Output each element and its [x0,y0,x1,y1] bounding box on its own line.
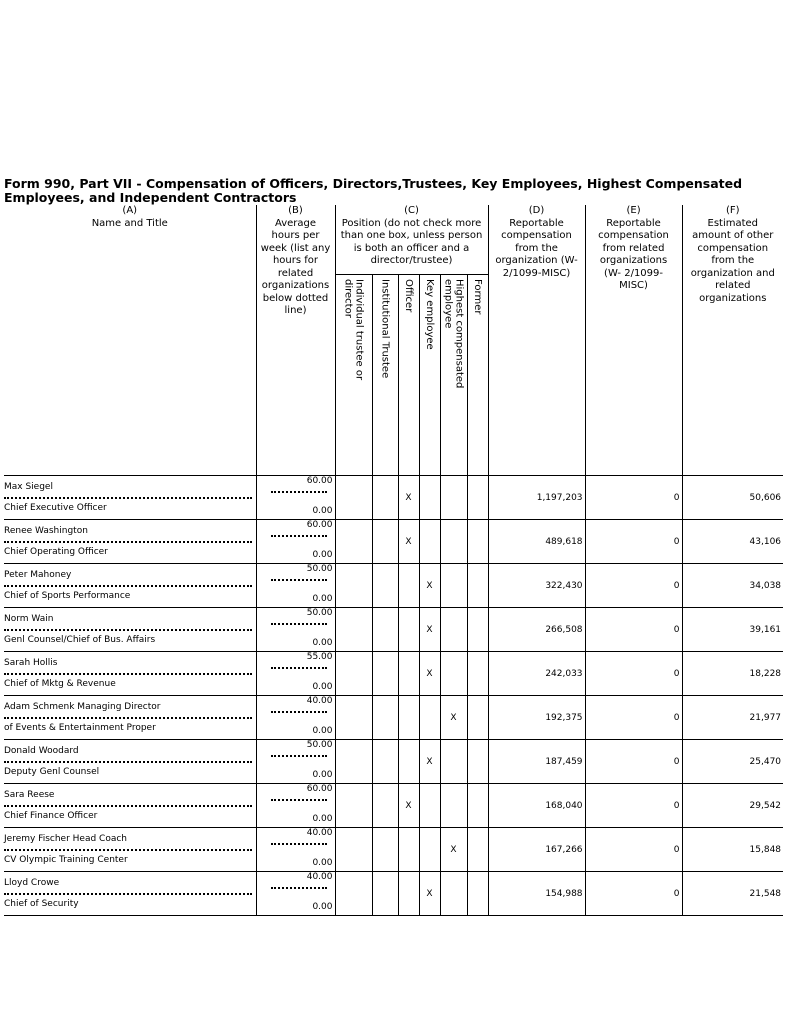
hours-related-value: 0.00 [312,770,333,780]
position-check-cell [372,696,398,740]
hours-cell [256,740,335,784]
hours-related-value: 0.00 [312,506,333,516]
reportable-comp-related: 0 [585,784,682,828]
key-employee-label: Key employee [424,279,435,350]
reportable-comp-org: 242,033 [488,652,585,696]
hours-dotted-line [271,579,327,581]
hours-value: 40.00 [306,872,333,882]
person-name: Sara Reese [4,790,55,800]
position-check-cell [398,608,419,652]
col-c-sub-individual-trustee [335,275,372,476]
position-check-cell [372,652,398,696]
col-c-sub-highest-compensated [440,275,467,476]
hours-cell [256,784,335,828]
col-b-header [256,205,335,476]
person-title: Chief Finance Officer [4,811,98,821]
col-c-sub-key-employee [419,275,440,476]
table-body [4,476,783,916]
hours-value: 40.00 [306,828,333,838]
position-check-cell [372,740,398,784]
col-a-label: Name and Title [91,217,168,229]
table-row [4,740,783,784]
hours-cell [256,652,335,696]
position-check-cell: X [398,784,419,828]
position-check-cell [440,652,467,696]
table-row [4,608,783,652]
other-comp: 34,038 [682,564,783,608]
position-check-cell: X [398,476,419,520]
hours-dotted-line [271,711,327,713]
col-b-letter: (B) [288,205,303,216]
other-comp: 25,470 [682,740,783,784]
person-name: Renee Washington [4,526,88,536]
name-title-cell [4,784,256,828]
position-check-cell [440,784,467,828]
hours-dotted-line [271,535,327,537]
reportable-comp-related: 0 [585,652,682,696]
hours-value: 50.00 [306,564,333,574]
position-check-cell [335,828,372,872]
individual-trustee-label: Individual trustee or director [342,279,365,381]
name-title-cell [4,520,256,564]
reportable-comp-org: 168,040 [488,784,585,828]
table-row [4,872,783,916]
person-name: Sarah Hollis [4,658,58,668]
position-check-cell [419,696,440,740]
position-check-cell [372,784,398,828]
person-name: Jeremy Fischer Head Coach [4,834,127,844]
position-check-cell [419,828,440,872]
other-comp: 29,542 [682,784,783,828]
reportable-comp-org: 154,988 [488,872,585,916]
position-check-cell: X [419,652,440,696]
position-check-cell [335,696,372,740]
hours-cell [256,476,335,520]
hours-dotted-line [271,755,327,757]
hours-related-value: 0.00 [312,638,333,648]
position-check-cell [467,696,488,740]
hours-value: 55.00 [306,652,333,662]
position-check-cell [335,784,372,828]
form-title: Form 990, Part VII - Compensation of Officers, Directors,Trustees, Key Employees, Highest Compensated Employees, and Independent Contractors [4,176,743,205]
col-e-header [585,205,682,476]
reportable-comp-related: 0 [585,740,682,784]
hours-value: 50.00 [306,608,333,618]
position-check-cell [372,476,398,520]
position-check-cell: X [419,872,440,916]
position-check-cell [467,784,488,828]
other-comp: 15,848 [682,828,783,872]
col-f-header [682,205,783,476]
col-c-header [335,205,488,275]
position-check-cell: X [440,828,467,872]
table-row [4,696,783,740]
position-check-cell [467,652,488,696]
reportable-comp-org: 187,459 [488,740,585,784]
person-title: Deputy Genl Counsel [4,767,100,777]
hours-value: 60.00 [306,476,333,486]
position-check-cell [467,828,488,872]
person-name: Peter Mahoney [4,570,72,580]
reportable-comp-related: 0 [585,872,682,916]
reportable-comp-org: 167,266 [488,828,585,872]
hours-dotted-line [271,799,327,801]
other-comp: 43,106 [682,520,783,564]
dotted-line [4,585,252,587]
col-e-letter: (E) [626,205,641,216]
col-c-letter: (C) [404,205,419,216]
position-check-cell [372,872,398,916]
person-name: Adam Schmenk Managing Director [4,702,161,712]
name-title-cell [4,696,256,740]
person-title: Chief of Mktg & Revenue [4,679,116,689]
position-check-cell [467,476,488,520]
table-row [4,520,783,564]
person-name: Lloyd Crowe [4,878,60,888]
other-comp: 21,548 [682,872,783,916]
officer-label: Officer [403,279,414,313]
compensation-table [4,205,783,916]
position-check-cell [419,520,440,564]
reportable-comp-related: 0 [585,608,682,652]
col-e-label: Reportable compensation from related organizations (W- 2/1099-MISC) [598,217,669,291]
col-c-label: Position (do not check more than one box, unless person is both an officer and a director/trustee) [340,217,483,266]
hours-value: 50.00 [306,740,333,750]
former-label: Former [472,279,484,315]
position-check-cell [372,608,398,652]
position-check-cell [372,828,398,872]
position-check-cell [335,652,372,696]
position-check-cell [398,696,419,740]
institutional-trustee-label: Institutional Trustee [379,279,391,379]
position-check-cell: X [398,520,419,564]
reportable-comp-related: 0 [585,696,682,740]
dotted-line [4,629,252,631]
position-check-cell [398,828,419,872]
hours-dotted-line [271,623,327,625]
reportable-comp-org: 192,375 [488,696,585,740]
hours-dotted-line [271,667,327,669]
person-title: CV Olympic Training Center [4,855,128,865]
position-check-cell [398,740,419,784]
hours-cell [256,564,335,608]
table-row [4,652,783,696]
col-c-sub-former [467,275,488,476]
position-check-cell [398,652,419,696]
reportable-comp-related: 0 [585,476,682,520]
person-title: Chief Operating Officer [4,547,108,557]
person-title: Chief of Sports Performance [4,591,131,601]
reportable-comp-org: 489,618 [488,520,585,564]
position-check-cell [440,564,467,608]
position-check-cell [467,608,488,652]
other-comp: 50,606 [682,476,783,520]
position-check-cell [440,608,467,652]
hours-dotted-line [271,491,327,493]
hours-value: 60.00 [306,784,333,794]
hours-related-value: 0.00 [312,858,333,868]
dotted-line [4,893,252,895]
dotted-line [4,673,252,675]
col-d-letter: (D) [528,205,545,216]
hours-value: 60.00 [306,520,333,530]
position-check-cell [467,740,488,784]
hours-related-value: 0.00 [312,682,333,692]
person-title: Genl Counsel/Chief of Bus. Affairs [4,635,156,645]
table-row [4,784,783,828]
position-check-cell [335,608,372,652]
position-check-cell [467,872,488,916]
position-check-cell [419,476,440,520]
position-check-cell [335,740,372,784]
person-title: Chief of Security [4,899,79,909]
position-check-cell [467,520,488,564]
position-check-cell [335,564,372,608]
person-title: of Events & Entertainment Proper [4,723,156,733]
hours-cell [256,828,335,872]
reportable-comp-org: 266,508 [488,608,585,652]
position-check-cell [335,476,372,520]
position-check-cell [419,784,440,828]
position-check-cell: X [440,696,467,740]
position-check-cell [440,520,467,564]
highest-compensated-label: Highest compensated employee [442,279,465,389]
hours-cell [256,872,335,916]
table-row [4,476,783,520]
col-a-letter: (A) [122,205,138,216]
hours-related-value: 0.00 [312,726,333,736]
position-check-cell [372,564,398,608]
dotted-line [4,849,252,851]
col-f-letter: (F) [726,205,740,216]
other-comp: 39,161 [682,608,783,652]
reportable-comp-org: 1,197,203 [488,476,585,520]
hours-cell [256,520,335,564]
person-name: Max Siegel [4,482,53,492]
name-title-cell [4,828,256,872]
col-c-sub-institutional-trustee [372,275,398,476]
position-check-cell [440,476,467,520]
person-name: Donald Woodard [4,746,79,756]
dotted-line [4,497,252,499]
dotted-line [4,761,252,763]
position-check-cell [398,872,419,916]
position-check-cell [372,520,398,564]
dotted-line [4,717,252,719]
other-comp: 21,977 [682,696,783,740]
hours-cell [256,608,335,652]
name-title-cell [4,652,256,696]
name-title-cell [4,740,256,784]
hours-related-value: 0.00 [312,550,333,560]
position-check-cell: X [419,564,440,608]
col-f-label: Estimated amount of other compensation from the organization and related organizations [690,217,775,304]
col-d-header [488,205,585,476]
hours-related-value: 0.00 [312,814,333,824]
other-comp: 18,228 [682,652,783,696]
hours-value: 40.00 [306,696,333,706]
person-name: Norm Wain [4,614,54,624]
col-b-label: Average hours per week (list any hours for related organizations below dotted line) [260,217,331,316]
hours-dotted-line [271,843,327,845]
position-check-cell [335,872,372,916]
col-d-label: Reportable compensation from the organization (W- 2/1099-MISC) [495,217,578,279]
col-c-sub-officer [398,275,419,476]
table-row [4,564,783,608]
hours-dotted-line [271,887,327,889]
reportable-comp-related: 0 [585,564,682,608]
position-check-cell [398,564,419,608]
dotted-line [4,805,252,807]
position-check-cell: X [419,608,440,652]
name-title-cell [4,872,256,916]
name-title-cell [4,476,256,520]
hours-cell [256,696,335,740]
position-check-cell: X [419,740,440,784]
hours-related-value: 0.00 [312,594,333,604]
hours-related-value: 0.00 [312,902,333,912]
table-row [4,828,783,872]
reportable-comp-org: 322,430 [488,564,585,608]
position-check-cell [467,564,488,608]
name-title-cell [4,564,256,608]
col-a-header [4,205,256,476]
name-title-cell [4,608,256,652]
reportable-comp-related: 0 [585,520,682,564]
person-title: Chief Executive Officer [4,503,107,513]
position-check-cell [335,520,372,564]
position-check-cell [440,872,467,916]
dotted-line [4,541,252,543]
position-check-cell [440,740,467,784]
reportable-comp-related: 0 [585,828,682,872]
